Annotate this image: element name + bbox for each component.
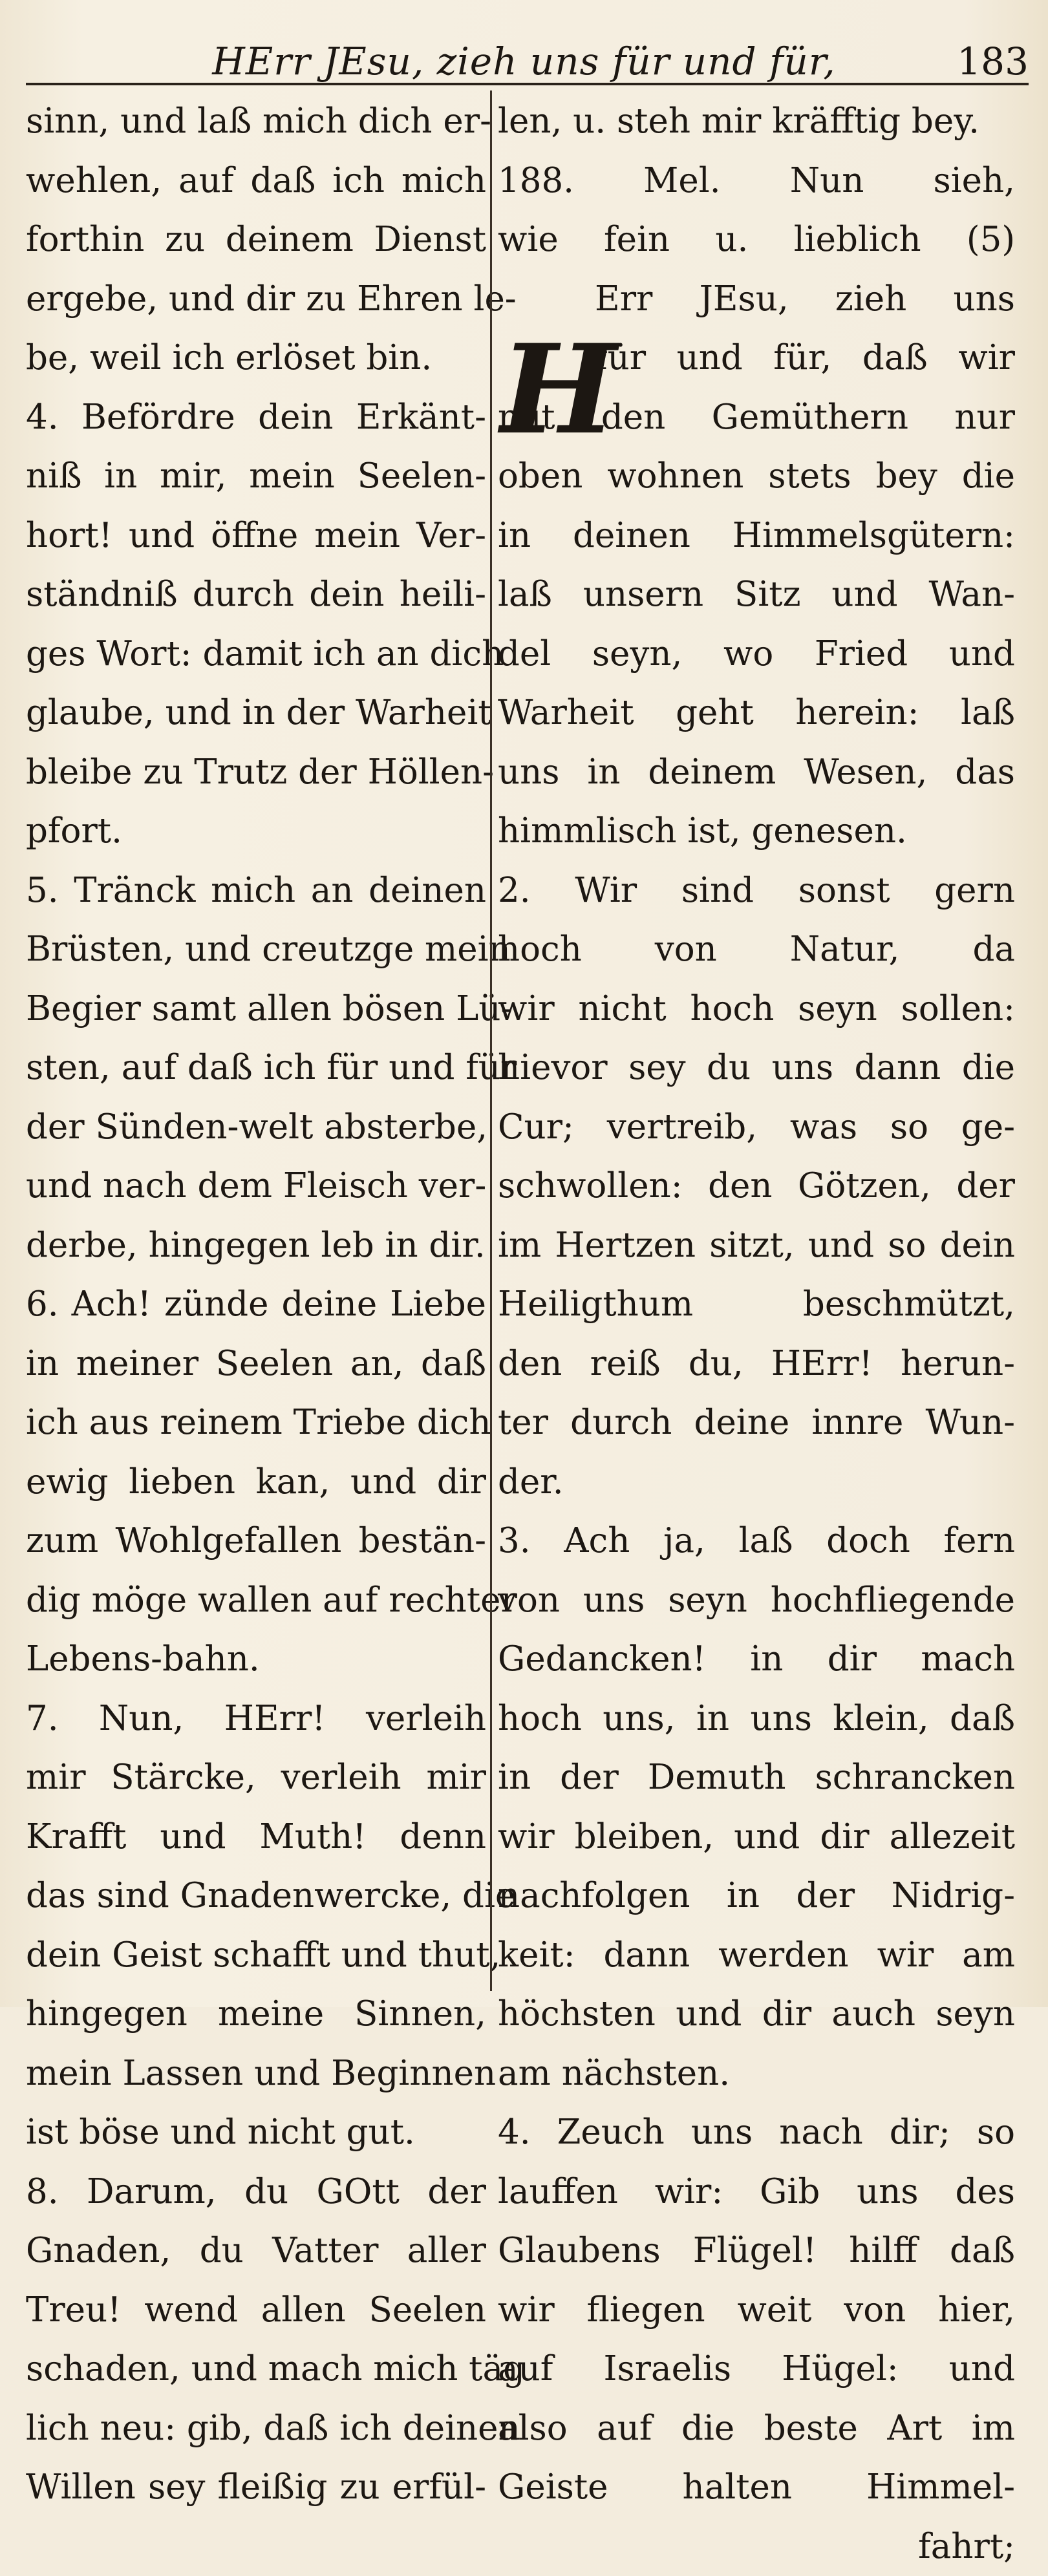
text-line: nachfolgen in der Nidrig-: [498, 1866, 1015, 1926]
text-line: das sind Gnadenwercke, die: [26, 1866, 486, 1926]
text-line: Geiste halten Himmel-: [498, 2458, 1015, 2517]
text-line: den reiß du, HErr! herun-: [498, 1334, 1015, 1394]
text-line: del seyn, wo Fried und: [498, 624, 1015, 684]
text-line: in meiner Seelen an, daß: [26, 1334, 486, 1394]
text-line: Begier samt allen bösen Lü-: [26, 979, 486, 1039]
text-line: wir fliegen weit von hier,: [498, 2281, 1015, 2340]
text-line: im Hertzen sitzt, und so dein: [498, 1216, 1015, 1275]
text-line: hoch uns, in uns klein, daß: [498, 1689, 1015, 1749]
text-line: auf Israelis Hügel: und: [498, 2339, 1015, 2399]
page-number: 183: [932, 32, 1029, 90]
text-line: ewig lieben kan, und dir: [26, 1453, 486, 1512]
text-line: für und für, daß wir: [498, 328, 1015, 388]
text-line: sinn, und laß mich dich er-: [26, 92, 486, 151]
text-line: himmlisch ist, genesen.: [498, 802, 1015, 861]
text-line: ständniß durch dein heili-: [26, 565, 486, 624]
text-line: niß in mir, mein Seelen-: [26, 447, 486, 506]
text-line: 6. Ach! zünde deine Liebe: [26, 1275, 486, 1334]
text-line: mit den Gemüthern nur: [498, 388, 1015, 447]
text-line: der.: [498, 1453, 1015, 1512]
text-line: in der Demuth schrancken: [498, 1748, 1015, 1807]
drop-cap: H: [500, 328, 591, 451]
text-line: 4. Befördre dein Erkänt-: [26, 388, 486, 447]
text-line: also auf die beste Art im: [498, 2399, 1015, 2458]
text-line: Krafft und Muth! denn: [26, 1807, 486, 1867]
text-line: Brüsten, und creutzge mein: [26, 920, 486, 979]
text-line: lich neu: gib, daß ich deinen: [26, 2399, 486, 2458]
text-line: sten, auf daß ich für und für: [26, 1038, 486, 1098]
text-line: ges Wort: damit ich an dich: [26, 624, 486, 684]
text-line: schwollen: den Götzen, der: [498, 1156, 1015, 1216]
left-column: [26, 92, 486, 1986]
header-rule: [26, 83, 1029, 85]
text-line: 8. Darum, du GOtt der: [26, 2162, 486, 2222]
text-line: hoch von Natur, da: [498, 920, 1015, 979]
text-line: laß unsern Sitz und Wan-: [498, 565, 1015, 624]
text-line: hort! und öffne mein Ver-: [26, 506, 486, 566]
text-line: glaube, und in der Warheit: [26, 683, 486, 743]
text-line: am nächsten.: [498, 2044, 1015, 2103]
text-line: 2. Wir sind sonst gern: [498, 861, 1015, 921]
text-line: 188. Mel. Nun sieh,: [498, 151, 1015, 211]
text-line: pfort.: [26, 802, 486, 861]
text-line: Heiligthum beschmützt,: [498, 1275, 1015, 1334]
text-line: derbe, hingegen leb in dir.: [26, 1216, 486, 1275]
text-line: mir Stärcke, verleih mir: [26, 1748, 486, 1807]
text-line: wir nicht hoch seyn sollen:: [498, 979, 1015, 1039]
text-line: 7. Nun, HErr! verleih: [26, 1689, 486, 1749]
text-line: ist böse und nicht gut.: [26, 2103, 486, 2162]
running-head: HErr JEsu, zieh uns für und für,: [26, 32, 932, 90]
text-line: ich aus reinem Triebe dich: [26, 1393, 486, 1453]
text-line: Lebens-bahn.: [26, 1630, 486, 1689]
text-line: und nach dem Fleisch ver-: [26, 1156, 486, 1216]
text-line: in deinen Himmelsgütern:: [498, 506, 1015, 566]
text-line: 5. Tränck mich an deinen: [26, 861, 486, 921]
right-column: [498, 92, 1015, 1986]
text-line: Cur; vertreib, was so ge-: [498, 1098, 1015, 1157]
column-divider: [490, 90, 492, 1991]
text-line: hingegen meine Sinnen,: [26, 1985, 486, 2044]
text-line: wehlen, auf daß ich mich: [26, 151, 486, 211]
text-line: schaden, und mach mich täg: [26, 2339, 486, 2399]
text-line: ter durch deine innre Wun-: [498, 1393, 1015, 1453]
text-line: Gedancken! in dir mach: [498, 1630, 1015, 1689]
text-line: fahrt;: [498, 2517, 1015, 2576]
page-header: [26, 19, 1029, 90]
text-line: be, weil ich erlöset bin.: [26, 328, 486, 388]
text-line: uns in deinem Wesen, das: [498, 743, 1015, 802]
text-line: keit: dann werden wir am: [498, 1926, 1015, 1985]
text-line: oben wohnen stets bey die: [498, 447, 1015, 506]
text-line: zum Wohlgefallen bestän-: [26, 1511, 486, 1571]
text-line: ergebe, und dir zu Ehren le-: [26, 270, 486, 329]
text-line: bleibe zu Trutz der Höllen-: [26, 743, 486, 802]
text-line: Warheit geht herein: laß: [498, 683, 1015, 743]
text-line: hievor sey du uns dann die: [498, 1038, 1015, 1098]
text-line: wir bleiben, und dir allezeit: [498, 1807, 1015, 1867]
text-line: dig möge wallen auf rechter: [26, 1571, 486, 1630]
text-line: Glaubens Flügel! hilff daß: [498, 2221, 1015, 2281]
text-line: wie fein u. lieblich (5): [498, 210, 1015, 270]
text-line: der Sünden-welt absterbe,: [26, 1098, 486, 1157]
text-line: len, u. steh mir kräfftig bey.: [498, 92, 1015, 151]
text-line: lauffen wir: Gib uns des: [498, 2162, 1015, 2222]
text-line: Treu! wend allen Seelen: [26, 2281, 486, 2340]
text-line: höchsten und dir auch seyn: [498, 1985, 1015, 2044]
text-line: dein Geist schafft und thut,: [26, 1926, 486, 1985]
text-line: forthin zu deinem Dienst: [26, 210, 486, 270]
text-line: mein Lassen und Beginnen: [26, 2044, 486, 2103]
text-line: Willen sey fleißig zu erfül-: [26, 2458, 486, 2517]
text-line: von uns seyn hochfliegende: [498, 1571, 1015, 1630]
text-line: Err JEsu, zieh uns: [498, 270, 1015, 329]
text-line: 4. Zeuch uns nach dir; so: [498, 2103, 1015, 2162]
text-line: Gnaden, du Vatter aller: [26, 2221, 486, 2281]
text-line: 3. Ach ja, laß doch fern: [498, 1511, 1015, 1571]
